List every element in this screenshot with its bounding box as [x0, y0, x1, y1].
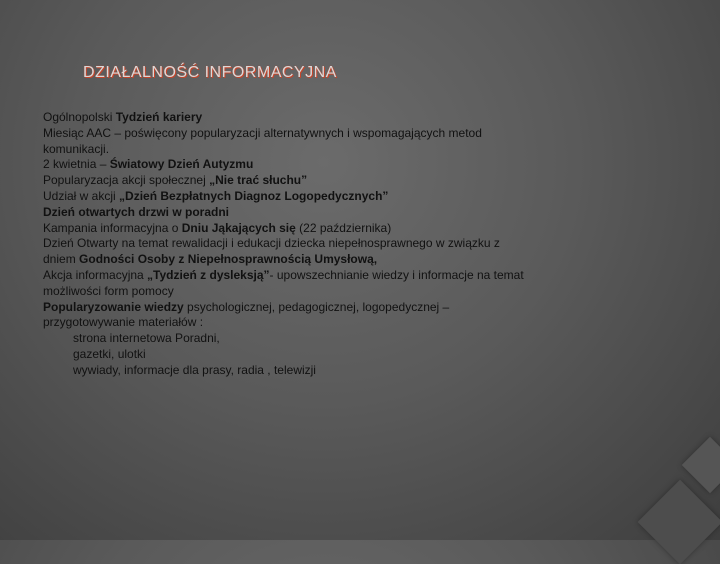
text-line: przygotowywanie materiałów : — [43, 315, 204, 330]
text-line: Popularyzowanie wiedzy psychologicznej, pedagogicznej, logopedycznej – — [43, 299, 450, 314]
text-line: Ogólnopolski Tydzień kariery — [43, 110, 203, 124]
slide-title: DZIAŁALNOŚĆ INFORMACYJNA — [83, 64, 337, 81]
text-line: Popularyzacja akcji społecznej „Nie trać słuchu” — [43, 173, 308, 188]
decorative-diamond — [682, 437, 720, 494]
text-line: komunikacji. — [43, 141, 110, 156]
decorative-diamond — [638, 480, 720, 564]
text-line: dniem Godności Osoby z Niepełnosprawnością Umysłową, — [43, 252, 378, 267]
text-line: 2 kwietnia – Światowy Dzień Autyzmu — [43, 157, 254, 172]
slide-body — [43, 110, 673, 379]
text-line: Udział w akcji „Dzień Bezpłatnych Diagnoz Logopedycznych” — [43, 188, 389, 203]
text-line: Dzień otwartych drzwi w poradni — [43, 204, 230, 219]
list-item: wywiady, informacje dla prasy, radia , telewizji — [73, 362, 316, 377]
list-item: strona internetowa Poradni, — [73, 331, 220, 346]
text-line: Miesiąc AAC – poświęcony popularyzacji alternatywnych i wspomagających metod — [43, 125, 482, 140]
text-line: możliwości form pomocy — [43, 283, 174, 298]
text-line: Dzień Otwarty na temat rewalidacji i edukacji dziecka niepełnosprawnego w związku z — [43, 236, 500, 251]
list-item: gazetki, ulotki — [73, 346, 146, 361]
text-line: Kampania informacyjna o Dniu Jąkających się (22 października) — [43, 220, 392, 235]
text-line: Akcja informacyjna „Tydzień z dysleksją”- upowszechnianie wiedzy i informacje na temat — [43, 267, 524, 282]
